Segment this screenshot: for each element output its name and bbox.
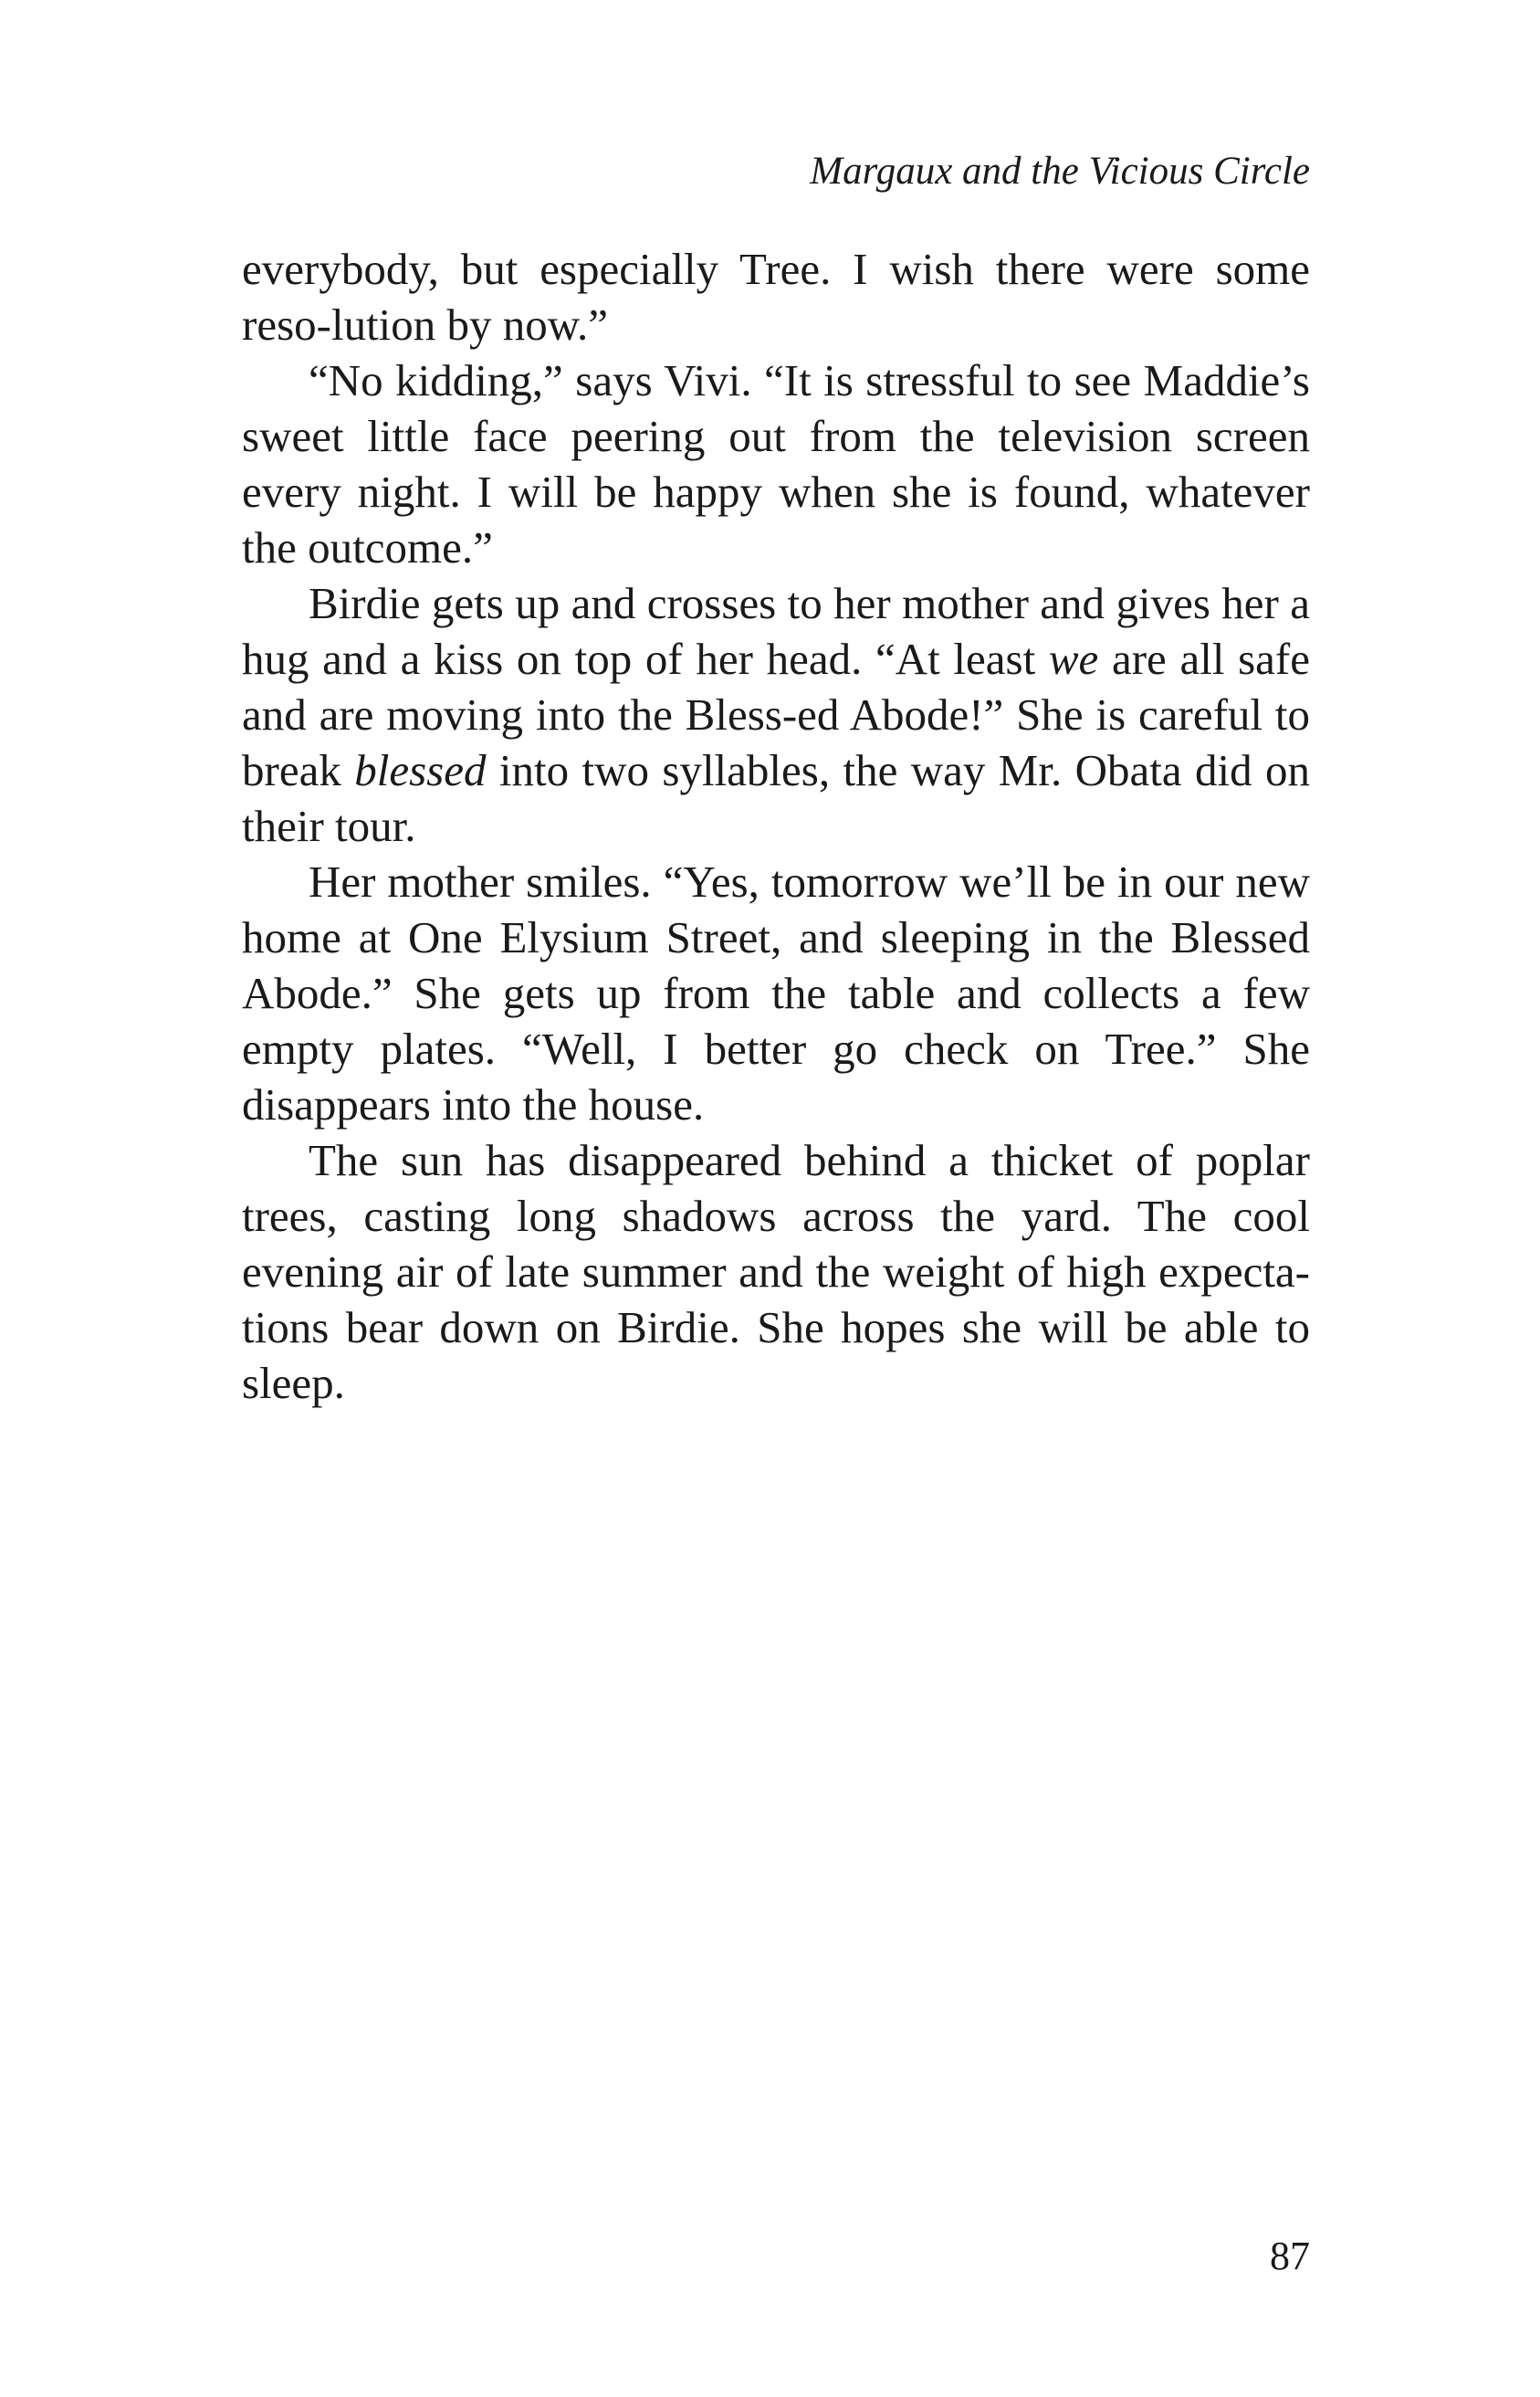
body-text bbox=[242, 241, 1310, 1411]
page-number: 87 bbox=[1270, 2234, 1310, 2278]
emphasis-blessed: blessed bbox=[354, 745, 487, 795]
emphasis-we: we bbox=[1048, 634, 1099, 684]
paragraph-3-part-b: are all safe and are moving into the Bless-ed Abode!” She is careful to break bbox=[242, 634, 1310, 795]
paragraph-5: The sun has disappeared behind a thicket of poplar trees, casting long shadows across the yard. The cool evening air of late summer and the weight of high expecta-tions bear down on Birdie. She hopes she will be able to sleep. bbox=[242, 1135, 1310, 1408]
paragraph-3 bbox=[242, 575, 1310, 854]
running-head-title: Margaux and the Vicious Circle bbox=[810, 150, 1310, 193]
paragraph-2: “No kidding,” says Vivi. “It is stressful to see Maddie’s sweet little face peering out from the television screen every night. I will be happy when she is found, whatever the outcome.” bbox=[242, 355, 1310, 573]
paragraph-1: everybody, but especially Tree. I wish there were some reso-lution by now.” bbox=[242, 244, 1310, 350]
paragraph-3-part-c: into two syllables, the way Mr. Obata did on their tour. bbox=[242, 745, 1310, 851]
paragraph-4: Her mother smiles. “Yes, tomorrow we’ll be in our new home at One Elysium Street, and sleeping in the Blessed Abode.” She gets up from the table and collects a few empty plates. “Well, I better go check on Tree.” She disappears into the house. bbox=[242, 857, 1310, 1130]
paragraph-3-part-a: Birdie gets up and crosses to her mother and gives her a hug and a kiss on top of her head. “At least bbox=[242, 578, 1310, 684]
